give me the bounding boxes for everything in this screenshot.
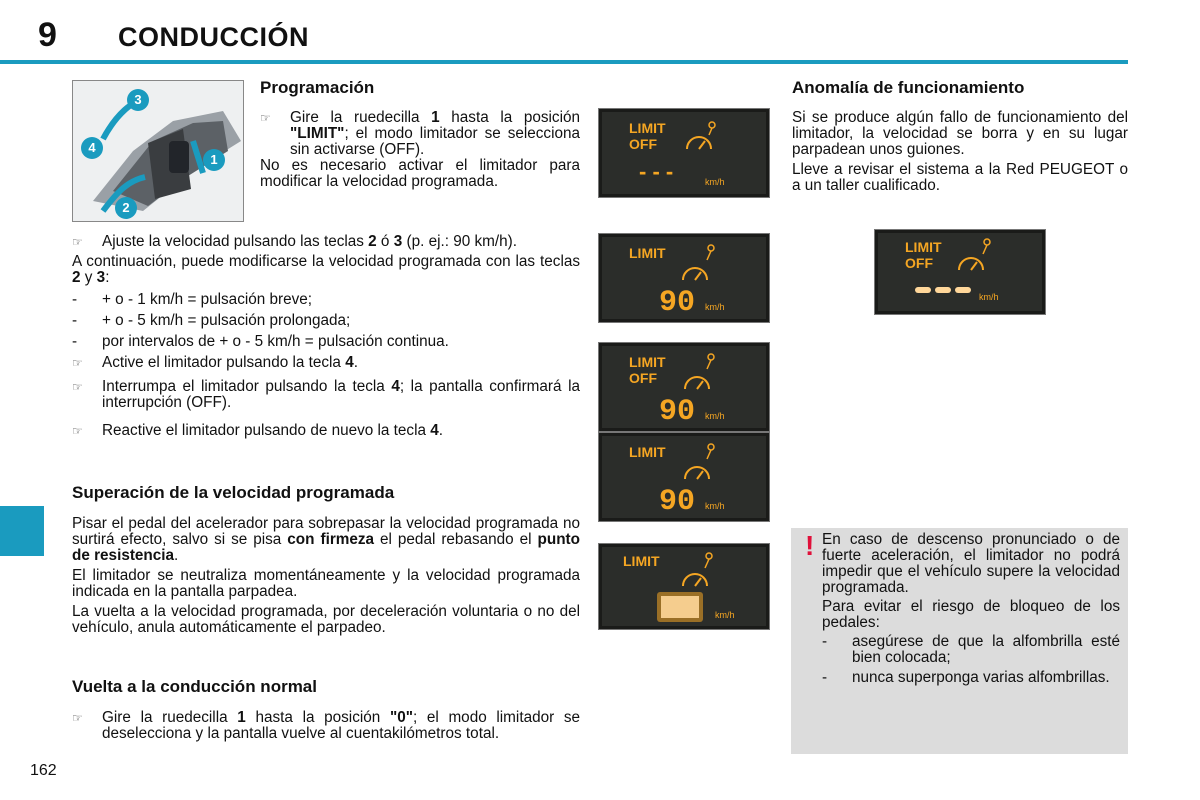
svg-text:km/h: km/h <box>705 177 725 187</box>
svg-text:OFF: OFF <box>629 136 657 152</box>
superacion-text <box>72 516 580 636</box>
paragraph: No es necesario activar el limitador para modificar la velocidad programada. <box>260 157 580 190</box>
svg-text:90: 90 <box>659 485 696 519</box>
page-number: 162 <box>30 762 57 779</box>
svg-text:90: 90 <box>659 395 696 429</box>
warning-text <box>822 532 1120 686</box>
display-limit-off-90 <box>598 342 770 432</box>
pointing-hand-icon: ☞ <box>72 711 83 725</box>
ajuste-text <box>72 234 580 439</box>
warning-box <box>791 528 1128 754</box>
paragraph: En caso de descenso pronunciado o de fuerte aceleración, el limitador no podrá impedir que el vehículo supere la velocidad programada. <box>822 531 1120 596</box>
bullet-item: ☞ Reactive el limitador pulsando de nuevo la tecla 4. <box>72 422 443 439</box>
superacion-heading: Superación de la velocidad programada <box>72 483 395 502</box>
svg-text:km/h: km/h <box>715 610 735 620</box>
anomalia-text <box>792 110 1128 194</box>
vuelta-heading: Vuelta a la conducción normal <box>72 677 317 696</box>
svg-text:km/h: km/h <box>705 411 725 421</box>
dash-item: - por intervalos de + o - 5 km/h = pulsación continua. <box>72 333 449 350</box>
chapter-number: 9 <box>38 16 57 54</box>
svg-text:OFF: OFF <box>629 370 657 386</box>
dash-item: - nunca superponga varias alfombrillas. <box>822 669 1110 686</box>
paragraph: Lleve a revisar el sistema a la Red PEUGEOT o a un taller cualificado. <box>792 161 1128 194</box>
anomalia-heading: Anomalía de funcionamiento <box>792 78 1025 97</box>
paragraph: La vuelta a la velocidad programada, por deceleración voluntaria o no del vehículo, anula automáticamente el parpadeo. <box>72 603 580 636</box>
dash-item: - + o - 1 km/h = pulsación breve; <box>72 291 313 308</box>
programacion-text <box>260 110 580 190</box>
svg-text:km/h: km/h <box>705 501 725 511</box>
programacion-heading: Programación <box>260 78 375 97</box>
display-limit-90-active <box>598 432 770 522</box>
pointing-hand-icon: ☞ <box>260 111 271 125</box>
paragraph: Pisar el pedal del acelerador para sobrepasar la velocidad programada no surtirá efecto, salvo si se pisa con firmeza el pedal rebasando el punto de resistencia. <box>72 515 580 564</box>
svg-text:LIMIT: LIMIT <box>623 553 660 569</box>
label-2-icon: 2 <box>115 197 137 219</box>
pointing-hand-icon: ☞ <box>72 380 83 394</box>
stalk-illustration <box>72 80 244 222</box>
display-limit-flashing <box>598 543 770 630</box>
bullet-item: ☞ Gire la ruedecilla 1 hasta la posición "0"; el modo limitador se deselecciona y la pantalla vuelve al cuentakilómetros total. <box>72 709 581 742</box>
pointing-hand-icon: ☞ <box>72 424 83 438</box>
svg-text:LIMIT: LIMIT <box>629 120 666 136</box>
dash-item: - asegúrese de que la alfombrilla esté bien colocada; <box>822 633 1120 666</box>
warning-exclamation-icon: ! <box>805 530 815 561</box>
svg-text:OFF: OFF <box>905 255 933 271</box>
svg-text:LIMIT: LIMIT <box>629 354 666 370</box>
svg-text:km/h: km/h <box>979 292 999 302</box>
paragraph: El limitador se neutraliza momentáneamente y la velocidad programada indicada en la pantalla parpadea. <box>72 567 580 600</box>
paragraph: A continuación, puede modificarse la velocidad programada con las teclas 2 y 3: <box>72 253 580 286</box>
bullet-item: ☞ Interrumpa el limitador pulsando la tecla 4; la pantalla confirmará la interrupción (OFF). <box>72 378 580 411</box>
svg-text:km/h: km/h <box>705 302 725 312</box>
svg-text:LIMIT: LIMIT <box>629 245 666 261</box>
header-rule <box>0 60 1128 64</box>
bullet-item: ☞ Active el limitador pulsando la tecla 4. <box>72 354 358 371</box>
chapter-title: CONDUCCIÓN <box>118 22 309 52</box>
display-limit-off-dashes <box>598 108 770 198</box>
svg-text:90: 90 <box>659 286 696 320</box>
display-anomaly <box>874 229 1046 315</box>
svg-text:LIMIT: LIMIT <box>905 239 942 255</box>
svg-text:- - -: - - - <box>639 159 674 184</box>
pointing-hand-icon: ☞ <box>72 235 83 249</box>
display-limit-90 <box>598 233 770 323</box>
chapter-side-tab <box>0 506 44 556</box>
paragraph: Para evitar el riesgo de bloqueo de los pedales: <box>822 598 1120 631</box>
paragraph: Si se produce algún fallo de funcionamiento del limitador, la velocidad se borra y en su lugar parpadean unos guiones. <box>792 109 1128 158</box>
label-3-icon: 3 <box>127 89 149 111</box>
pointing-hand-icon: ☞ <box>72 356 83 370</box>
bullet-item: ☞ Gire la ruedecilla 1 hasta la posición "LIMIT"; el modo limitador se selecciona sin activarse (OFF). <box>260 109 580 158</box>
label-4-icon: 4 <box>81 137 103 159</box>
bullet-item: ☞ Ajuste la velocidad pulsando las teclas 2 ó 3 (p. ej.: 90 km/h). <box>72 233 517 250</box>
dash-item: - + o - 5 km/h = pulsación prolongada; <box>72 312 351 329</box>
vuelta-text <box>72 710 580 742</box>
label-1-icon: 1 <box>203 149 225 171</box>
svg-text:LIMIT: LIMIT <box>629 444 666 460</box>
